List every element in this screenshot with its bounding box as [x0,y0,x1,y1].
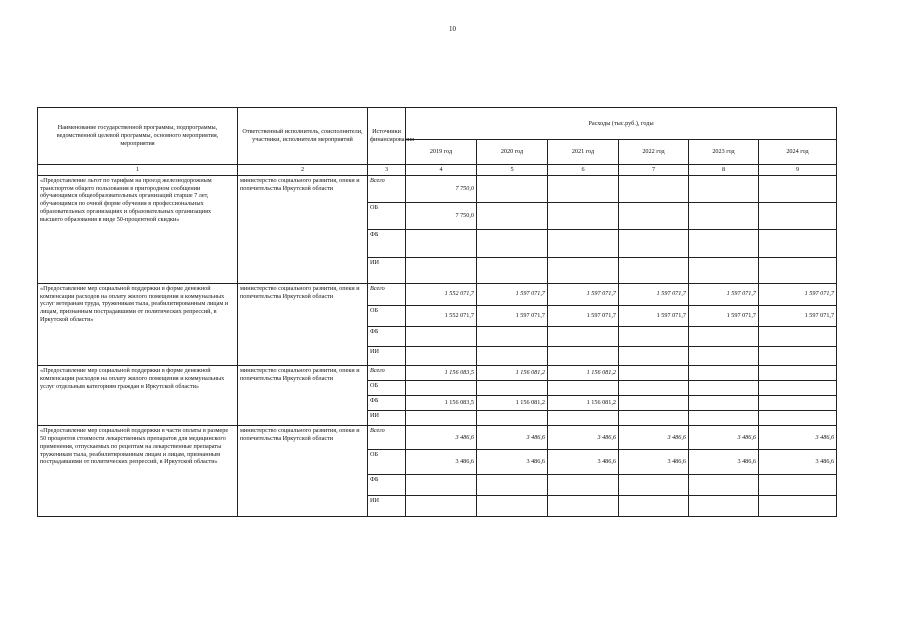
header-year: 2019 год [406,140,477,165]
expense-value [689,202,759,229]
expense-value [477,347,548,366]
funding-source: ИИ [368,496,406,517]
expense-value [689,229,759,257]
measure-name: «Предоставление мер социальной поддержки в форме денежной компенсации расходов на оплату жилого помещения и коммунальных услуг ветеранам труда, труженикам тыла, реабилитированным лицам и лицам, признанным пострадавшими от политических репрессий, в Иркутской области» [38,283,238,365]
expense-value [548,257,619,283]
expense-value: 1 156 081,2 [477,396,548,411]
expense-value [548,380,619,396]
expense-value [477,410,548,426]
expense-value [759,202,837,229]
header-col-name: Наименование государственной программы, подпрограммы, ведомственной целевой программы, основного мероприятия, мероприятия [38,108,238,165]
funding-source: Всего [368,426,406,450]
column-number: 5 [477,165,548,176]
expense-value [759,475,837,496]
measure-name: «Предоставление льгот по тарифам на проезд железнодорожным транспортом общего пользования в пригородном сообщении обучающимся общеобразовательных организаций старше 7 лет, обучающимся по очной форме обучения в профессиональных образовательных организациях и образовательных организациях высшего образования в виде 50-процентной скидки» [38,175,238,283]
expense-value [759,380,837,396]
funding-source: Всего [368,283,406,305]
funding-source: ОБ [368,305,406,326]
expense-value [619,366,689,381]
expense-value [689,326,759,347]
expense-value [689,496,759,517]
expense-value: 1 156 083,5 [406,396,477,411]
header-col-source: Источники финансирования [368,108,406,165]
expense-value [689,380,759,396]
expense-value: 3 486,6 [406,426,477,450]
funding-source: ФБ [368,396,406,411]
expense-value [759,257,837,283]
expense-value: 1 156 081,2 [548,366,619,381]
expense-value [406,347,477,366]
expense-value: 1 597 071,7 [477,283,548,305]
column-number: 3 [368,165,406,176]
expense-value [548,229,619,257]
expense-value [689,366,759,381]
expense-value: 3 486,6 [759,426,837,450]
expense-value [477,475,548,496]
measure-executor: министерство социального развития, опеки и попечительства Иркутской области [238,426,368,517]
expense-value [619,257,689,283]
expense-value: 1 597 071,7 [689,283,759,305]
measure-executor: министерство социального развития, опеки и попечительства Иркутской области [238,283,368,365]
expense-value [406,496,477,517]
funding-source: ИИ [368,347,406,366]
expense-value: 7 750,0 [406,202,477,229]
header-year: 2020 год [477,140,548,165]
funding-source: ФБ [368,229,406,257]
column-number: 8 [689,165,759,176]
expense-value [619,410,689,426]
expense-value [619,175,689,202]
expense-value [477,380,548,396]
expense-value [548,347,619,366]
expense-value: 3 486,6 [477,450,548,475]
header-col-expenses: Расходы (тыс.руб.), годы [406,108,837,140]
page-number: 10 [449,25,456,33]
expense-value [477,229,548,257]
expense-value [759,326,837,347]
funding-source: ИИ [368,410,406,426]
funding-source: ОБ [368,380,406,396]
expense-value [689,396,759,411]
expense-value [477,496,548,517]
expense-value: 1 552 071,7 [406,283,477,305]
expense-value [477,326,548,347]
budget-table [37,107,837,517]
table-row [38,175,837,202]
expense-value: 1 597 071,7 [477,305,548,326]
expense-value [406,475,477,496]
expense-value [619,202,689,229]
expense-value [619,229,689,257]
header-col-executor: Ответственный исполнитель, соисполнители, участники, исполнители мероприятий [238,108,368,165]
expense-value [406,257,477,283]
measure-name: «Предоставление мер социальной поддержки в форме денежной компенсации расходов на оплату жилого помещения и коммунальных услуг отдельным категориям граждан в Иркутской области» [38,366,238,426]
expense-value [619,396,689,411]
expense-value [619,326,689,347]
expense-value [548,410,619,426]
expense-value: 3 486,6 [477,426,548,450]
expense-value: 7 750,0 [406,175,477,202]
funding-source: Всего [368,366,406,381]
header-year: 2022 год [619,140,689,165]
table-row [38,426,837,450]
expense-value [759,410,837,426]
funding-source: ФБ [368,326,406,347]
expense-value [406,410,477,426]
expense-value: 3 486,6 [619,450,689,475]
expense-value [548,475,619,496]
expense-value [759,175,837,202]
measure-name: «Предоставление мер социальной поддержки в части оплаты в размере 50 процентов стоимости лекарственных препаратов для медицинского применения, отпускаемых по рецептам на лекарственные препараты труженикам тыла, реабилитированным лицам и лицам, признанным пострадавшими от политических репрессий, в Иркутской области» [38,426,238,517]
expense-value [548,202,619,229]
funding-source: ОБ [368,202,406,229]
header-year: 2023 год [689,140,759,165]
funding-source: ИИ [368,257,406,283]
expense-value [548,496,619,517]
expense-value [548,175,619,202]
expense-value [548,326,619,347]
column-number: 4 [406,165,477,176]
expense-value [406,229,477,257]
expense-value [477,175,548,202]
expense-value: 3 486,6 [689,450,759,475]
table-row [38,283,837,305]
measure-executor: министерство социального развития, опеки и попечительства Иркутской области [238,366,368,426]
column-number: 7 [619,165,689,176]
expense-value [619,475,689,496]
column-number: 1 [38,165,238,176]
funding-source: Всего [368,175,406,202]
column-number: 6 [548,165,619,176]
expense-value [406,380,477,396]
expense-value: 3 486,6 [548,450,619,475]
expense-value [406,326,477,347]
measure-executor: министерство социального развития, опеки и попечительства Иркутской области [238,175,368,283]
expense-value [759,496,837,517]
expense-value [619,496,689,517]
expense-value [689,347,759,366]
table-row [38,366,837,381]
expense-value [759,347,837,366]
expense-value: 3 486,6 [619,426,689,450]
expense-value [689,175,759,202]
expense-value [477,202,548,229]
expense-value [689,475,759,496]
table-body [38,175,837,516]
expense-value [759,366,837,381]
column-number: 2 [238,165,368,176]
expense-value: 1 597 071,7 [619,305,689,326]
expense-value: 1 156 083,5 [406,366,477,381]
expense-value: 1 597 071,7 [619,283,689,305]
expense-value: 1 156 081,2 [477,366,548,381]
expense-value: 1 156 081,2 [548,396,619,411]
expense-value: 3 486,6 [759,450,837,475]
header-year: 2024 год [759,140,837,165]
expense-value: 3 486,6 [548,426,619,450]
expense-value [477,257,548,283]
expense-value: 1 597 071,7 [689,305,759,326]
funding-source: ОБ [368,450,406,475]
expense-value: 1 597 071,7 [759,305,837,326]
column-number: 9 [759,165,837,176]
expense-value: 1 597 071,7 [548,305,619,326]
expense-value: 1 597 071,7 [759,283,837,305]
expense-value: 1 552 071,7 [406,305,477,326]
expense-value [689,257,759,283]
expense-value: 1 597 071,7 [548,283,619,305]
expense-value [619,347,689,366]
header-year: 2021 год [548,140,619,165]
expense-value: 3 486,6 [689,426,759,450]
expense-value: 3 486,6 [406,450,477,475]
expense-value [689,410,759,426]
funding-source: ФБ [368,475,406,496]
expense-value [759,396,837,411]
expense-value [759,229,837,257]
expense-value [619,380,689,396]
